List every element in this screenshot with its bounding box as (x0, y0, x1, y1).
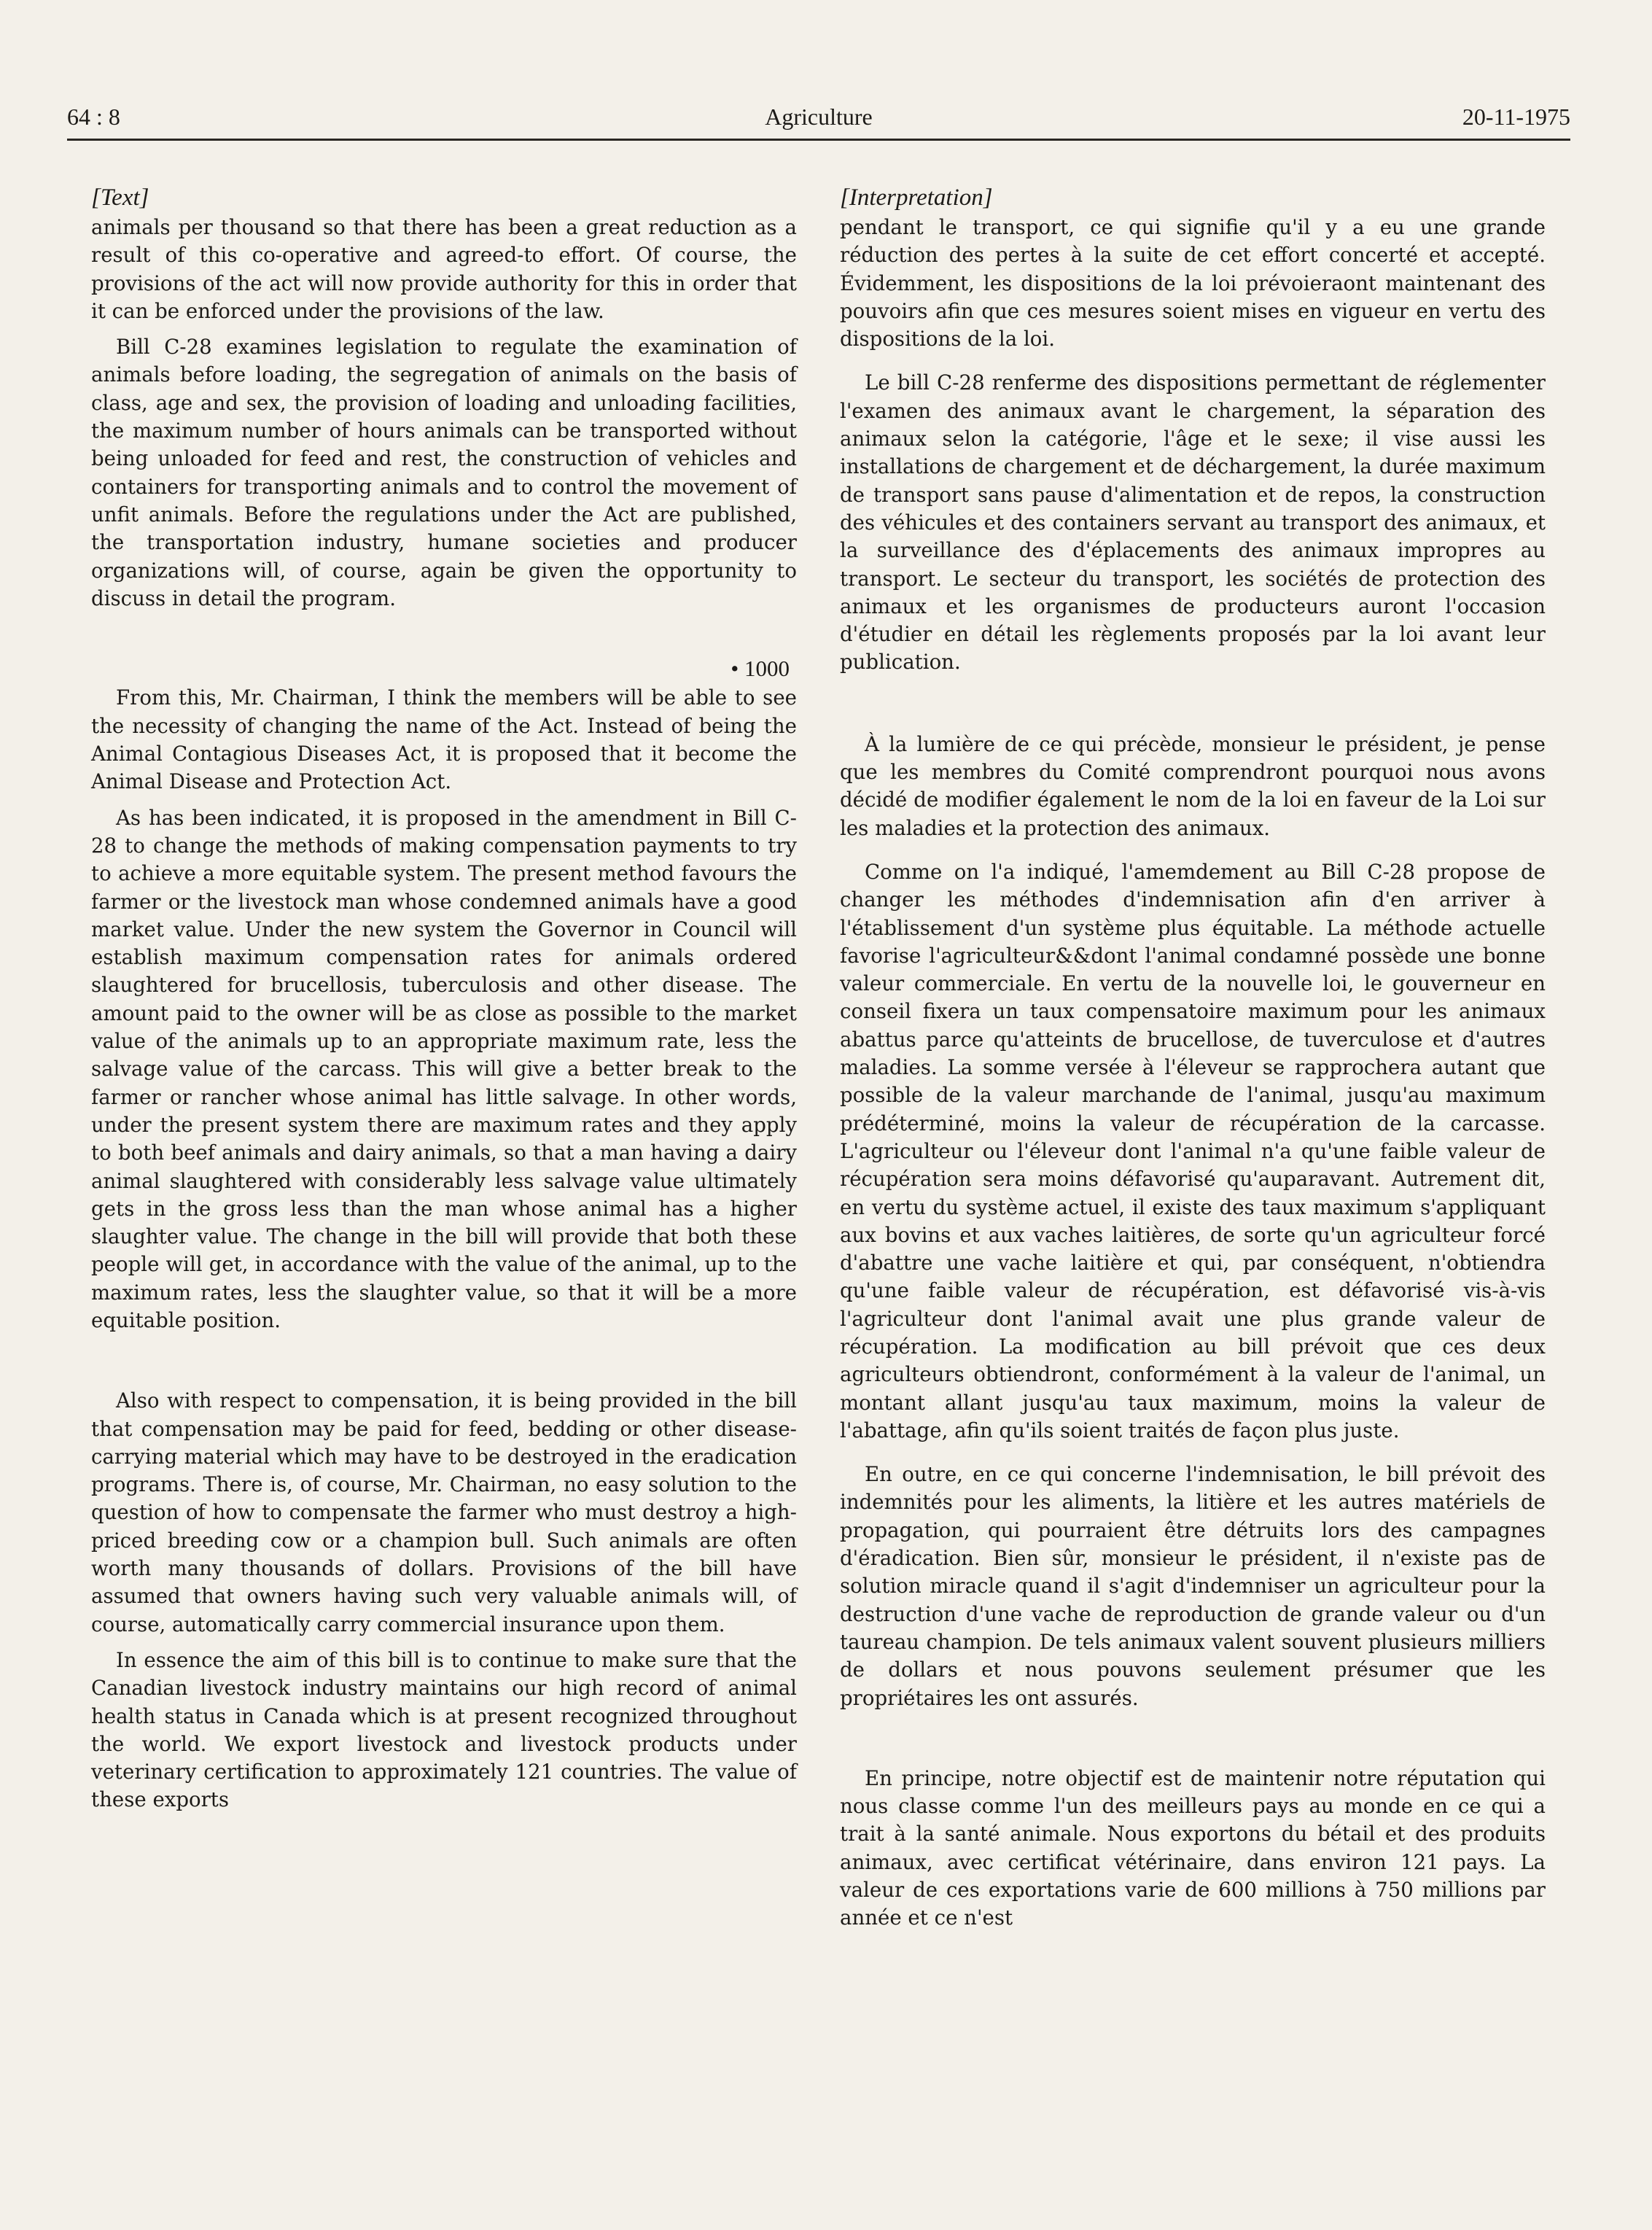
french-column (840, 184, 1546, 1932)
page-header (67, 101, 1570, 141)
french-paragraph-5: En outre, en ce qui concerne l'indemnisation, le bill prévoit des indemnités pour les aliments, la litière et les autres matériels de propagation, qui pourraient être détruits lors des campagnes d'éradication. Bien sûr, monsieur le président, il n'existe pas de solution miracle quand il s'agit d'indemniser un agriculteur pour la destruction d'une vache de reproduction de grande valeur ou d'un taureau champion. De tels animaux valent souvent plusieurs milliers de dollars et nous pouvons seulement présumer que les propriétaires les ont assurés. (840, 1462, 1546, 1710)
french-paragraph-6: En principe, notre objectif est de maintenir notre réputation qui nous classe comme l'un des meilleurs pays au monde en ce qui a trait à la santé animale. Nous exportons du bétail et des produits animaux, avec certificat vétérinaire, dans environ 121 pays. La valeur de ces exportations varie de 600 millions à 750 millions par année et ce n'est (840, 1765, 1546, 1930)
french-paragraph-3: À la lumière de ce qui précède, monsieur le président, je pense que les membres du Comité comprendront pourquoi nous avons décidé de modifier également le nom de la loi en faveur de la Loi sur les maladies et la protection des animaux. (840, 731, 1546, 840)
time-marker: • 1000 (730, 656, 790, 682)
french-paragraph-2: Le bill C-28 renferme des dispositions permettant de réglementer l'examen des animaux avant le chargement, la séparation des animaux selon la catégorie, l'âge et le sexe; il vise aussi les installations de chargement et de déchargement, la durée maximum de transport sans pause d'alimentation et de repos, la construction des véhicules et des containers servant au transport des animaux, et la surveillance des d'éplacements des animaux impropres au transport. Le secteur du transport, les sociétés de protection des animaux et les organismes de producteurs auront l'occasion d'étudier en détail les règlements proposés par la loi avant leur publication. (840, 370, 1546, 675)
english-paragraph-2: Bill C-28 examines legislation to regulate the examination of animals before loading, the segregation of animals on the basis of class, age and sex, the provision of loading and unloading facilities, the maximum number of hours animals can be transported without being unloaded for feed and rest, the construction of vehicles and containers for transporting animals and to control the movement of unfit animals. Before the regulations under the Act are published, the transportation industry, humane societies and producer organizations will, of course, again be given the opportunity to discuss in detail the program. (91, 335, 797, 610)
english-column-label: [Text] (91, 184, 149, 211)
english-paragraph-1: animals per thousand so that there has been a great reduction as a result of this co-operative and agreed-to effort. Of course, the provisions of the act will now provide authority for this in order that it can be enforced under the provisions of the law. (91, 215, 797, 323)
french-paragraph-4: Comme on l'a indiqué, l'amemdement au Bill C-28 propose de changer les méthodes d'indemnisation afin d'en arriver à l'établissement d'un système plus équitable. La méthode actuelle favorise l'agriculteur&&dont l'animal condamné possède une bonne valeur commerciale. En vertu de la nouvelle loi, le gouverneur en conseil fixera un taux compensatoire maximum pour les animaux abattus parce qu'atteints de brucellose, de tuverculose et d'autres maladies. La somme versée à l'éleveur se rapprochera autant que possible de la valeur marchande de l'animal, jusqu'au maximum prédéterminé, moins la valeur de récupération de la carcasse. L'agriculteur ou l'éleveur dont l'animal n'a qu'une faible valeur de récupération sera moins défavorisé qu'auparavant. Autrement dit, en vertu du système actuel, il existe des taux maximum s'appliquant aux bovins et aux vaches laitières, de sorte qu'un agriculteur forcé d'abattre une vache laitière et qui, par conséquent, n'obtiendra qu'une faible valeur de récupération, est défavorisé vis-à-vis l'agriculteur dont l'animal avait une plus grande valeur de récupération. La modification au bill prévoit que ces deux agriculteurs obtiendront, conformément à la valeur de l'animal, un montant allant jusqu'au taux maximum, moins la valeur de l'abattage, afin qu'ils soient traités de façon plus juste. (840, 859, 1546, 1442)
english-paragraph-5: Also with respect to compensation, it is being provided in the bill that compensation may be paid for feed, bedding or other disease-carrying material which may have to be destroyed in the eradication programs. There is, of course, Mr. Chairman, no easy solution to the question of how to compensate the farmer who must destroy a high-priced breeding cow or a champion bull. Such animals are often worth many thousands of dollars. Provisions of the bill have assumed that owners having such very valuable animals will, of course, automatically carry commercial insurance upon them. (91, 1388, 797, 1636)
english-column (91, 184, 797, 1814)
english-paragraph-3: From this, Mr. Chairman, I think the members will be able to see the necessity of changing the name of the Act. Instead of being the Animal Contagious Diseases Act, it is proposed that it become the Animal Disease and Protection Act. (91, 685, 797, 794)
english-paragraph-6: In essence the aim of this bill is to continue to make sure that the Canadian livestock industry maintains our high record of animal health status in Canada which is at present recognized throughout the world. We export livestock and livestock products under veterinary certification to approximately 121 countries. The value of these exports (91, 1647, 797, 1812)
page-title: Agriculture (765, 104, 873, 130)
french-column-label: [Interpretation] (840, 184, 993, 211)
english-paragraph-4: As has been indicated, it is proposed in the amendment in Bill C-28 to change the methods of making compensation payments to try to achieve a more equitable system. The present method favours the farmer or the livestock man whose condemned animals have a good market value. Under the new system the Governor in Council will establish maximum compensation rates for animals ordered slaughtered for brucellosis, tuberculosis and other disease. The amount paid to the owner will be as close as possible to the market value of the animals up to an appropriate maximum rate, less the salvage value of the carcass. This will give a better break to the farmer or rancher whose animal has little salvage. In other words, under the present system there are maximum rates and they apply to both beef animals and dairy animals, so that a man having a dairy animal slaughtered with considerably less salvage value ultimately gets in the gross less than the man whose animal has a higher slaughter value. The change in the bill will provide that both these people will get, in accordance with the value of the animal, up to the maximum rates, less the slaughter value, so that it will be a more equitable position. (91, 805, 797, 1332)
page-date: 20-11-1975 (1462, 104, 1570, 130)
french-paragraph-1: pendant le transport, ce qui signifie qu'il y a eu une grande réduction des pertes à la suite de cet effort concerté et accepté. Évidemment, les dispositions de la loi prévoieraont maintenant des pouvoirs afin que ces mesures soient mises en vigueur en vertu des dispositions de la loi. (840, 215, 1546, 351)
page-number: 64 : 8 (67, 104, 120, 130)
